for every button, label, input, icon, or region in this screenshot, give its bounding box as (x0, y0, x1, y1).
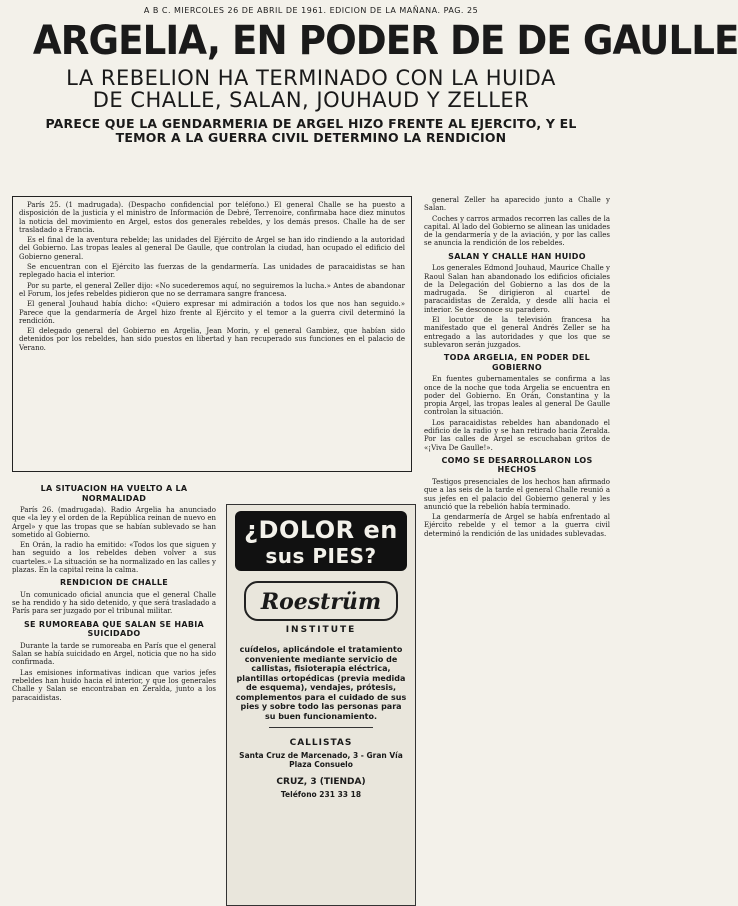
right-column (424, 196, 610, 833)
boxed-paragraph: Por su parte, el general Zeller dijo: «No sucederemos aquí, no seguiremos la lucha.» Antes de abandonar el Forum, los jefes rebeldes pidieron que no se derramara sangre francesa. (19, 281, 405, 298)
paragraph: Coches y carros armados recorren las calles de la capital. Al lado del Gobierno se alinean las unidades de la gendarmería y de la aviación, y por las calles se anuncia la rendición de los rebeldes. (424, 214, 610, 248)
paragraph: París 26. (madrugada). Radio Argelia ha anunciado que «la ley y el orden de la República reinan de nuevo en Argel» y que las tropas que se habían sublevado se han sometido al Gobierno. (12, 506, 216, 539)
deck-line-1: PARECE QUE LA GENDARMERIA DE ARGEL HIZO FRENTE AL EJERCITO, Y EL (45, 116, 577, 131)
ad-brand-logo: Roestrüm (244, 581, 398, 621)
article-columns (12, 196, 610, 833)
paragraph: Un comunicado oficial anuncia que el general Challe se ha rendido y ha sido detenido, y que será trasladado a París para ser juzgado por el tribunal militar. (12, 590, 216, 616)
ad-body-text: cuídelos, aplicándole el tratamiento conveniente mediante servicio de callistas, fisioterapia eléctrica, plantillas ortopédicas (previa medida de esquema), vendajes, prótesis, complementos para el cuidado de sus pies y sobre todo las personas para su buen funcionamiento. (235, 645, 407, 721)
paragraph: Testigos presenciales de los hechos han afirmado que a las seis de la tarde el general Challe reunió a sus jefes en el palacio del Gobierno general y les anunció que la rebelión había terminado. (424, 477, 610, 511)
subheadline-line-2: DE CHALLE, SALAN, JOUHAUD Y ZELLER (92, 88, 530, 112)
middle-column (226, 480, 416, 833)
paragraph: general Zeller ha aparecido junto a Challe y Salan. (424, 196, 610, 213)
section-heading: LA SITUACION HA VUELTO A LA NORMALIDAD (40, 484, 188, 503)
paragraph: En Orán, la radio ha emitido: «Todos los que siguen y han seguido a los rebeldes deben volver a sus cuarteles.» La situación se ha normalizado en las calles y plazas. En la capital reina la calma. (12, 541, 216, 575)
section-heading: RENDICION DE CHALLE (59, 578, 169, 588)
ad-clinic-title: CALLISTAS (289, 738, 353, 748)
paragraph: Los paracaidistas rebeldes han abandonado el edificio de la radio y se han retirado hacia Zeralda. Por las calles de Argel se escuchaban gritos de «¡Viva De Gaulle!». (424, 418, 610, 452)
ad-institute: INSTITUTE (285, 625, 357, 635)
deck (12, 117, 610, 145)
boxed-paragraph: Se encuentran con el Ejército las fuerzas de la gendarmería. Las unidades de paracaidistas se han replegado hacia el interior. (19, 263, 405, 280)
ad-location: CRUZ, 3 (TIENDA) (276, 777, 366, 787)
paragraph: Los generales Edmond Jouhaud, Maurice Challe y Raoul Salan han abandonado los edificios oficiales de la Delegación del Gobierno a las dos de la madrugada. Se dirigieron al cuartel de paracaidistas de Zeralda, y desde allí hacia el interior. Se desconoce su paradero. (424, 264, 610, 314)
page-header: A B C. MIERCOLES 26 DE ABRIL DE 1961. EDICION DE LA MAÑANA. PAG. 25 (143, 6, 479, 15)
boxed-paragraph: El delegado general del Gobierno en Argelia, Jean Morin, y el general Gambiez, que habían sido detenidos por los rebeldes, han sido puestos en libertad y han recuperado sus funciones en el palacio de Verano. (19, 327, 405, 352)
ad-divider (269, 727, 372, 728)
subheadline-line-1: LA REBELION HA TERMINADO CON LA HUIDA (66, 66, 556, 90)
section-heading: SALAN Y CHALLE HAN HUIDO (448, 251, 586, 261)
deck-line-2: TEMOR A LA GUERRA CIVIL DETERMINO LA RENDICION (115, 130, 507, 145)
ad-address: Santa Cruz de Marcenado, 3 - Gran Vía Plaza Consuelo (239, 751, 403, 769)
boxed-paragraph: París 25. (1 madrugada). (Despacho confidencial por teléfono.) El general Challe se ha puesto a disposición de la justicia y el ministro de Información de Debré, Terrenoire, confirmaba hace diez minutos la noticia del movimiento en Argel, estos dos generales rebeldes, y los demás presos. Challe ha de ser trasladado a Francia. (19, 201, 405, 234)
ad-headline-line-2: sus PIES? (265, 544, 377, 568)
paragraph: El locutor de la televisión francesa ha manifestado que el general Andrés Zeller se ha entregado a las autoridades y que los que se sublevaron serán juzgados. (424, 316, 610, 349)
paragraph: Las emisiones informativas indican que varios jefes rebeldes han huido hacia el interior, y que los generales Challe y Salan se encontraban en Zeralda, junto a los paracaidistas. (12, 668, 216, 702)
boxed-paragraph: El general Jouhaud había dicho: «Quiero expresar mi admiración a todos los que nos han seguido.» Parece que la gendarmería de Argel hizo frente al Ejército y el temor a la guerra civil determinó la rendición. (19, 300, 405, 325)
left-column (12, 480, 216, 833)
section-heading: SE RUMOREABA QUE SALAN SE HABIA SUICIDADO (23, 619, 205, 639)
main-headline: ARGELIA, EN PODER DE DE GAULLE (32, 18, 738, 64)
ad-headline-line-1: ¿DOLOR en (244, 516, 398, 544)
paragraph: En fuentes gubernamentales se confirma a las once de la noche que toda Argelia se encuentra en poder del Gobierno. En Orán, Constantina y la propia Argel, las tropas leales al general De Gaulle controlan la situación. (424, 375, 610, 417)
paragraph: La gendarmería de Argel se había enfrentado al Ejército rebelde y el temor a la guerra civil determinó la rendición de las unidades sublevadas. (424, 513, 610, 538)
boxed-paragraph: Es el final de la aventura rebelde; las unidades del Ejército de Argel se han ido rindiendo a la autoridad del Gobierno. Las tropas leales al general De Gaulle, que controlan la ciudad, han ocupado el edificio del Gobierno general. (19, 236, 405, 261)
ad-phone: Teléfono 231 33 18 (280, 790, 362, 799)
paragraph: Durante la tarde se rumoreaba en París que el general Salan se había suicidado en Argel, noticia que no ha sido confirmada. (12, 641, 216, 667)
section-heading: COMO SE DESARROLLARON LOS HECHOS (441, 455, 593, 475)
boxed-story (12, 196, 412, 472)
advertisement (226, 504, 416, 906)
ad-headline (235, 511, 407, 571)
section-heading: TODA ARGELIA, EN PODER DEL GOBIERNO (443, 353, 591, 372)
